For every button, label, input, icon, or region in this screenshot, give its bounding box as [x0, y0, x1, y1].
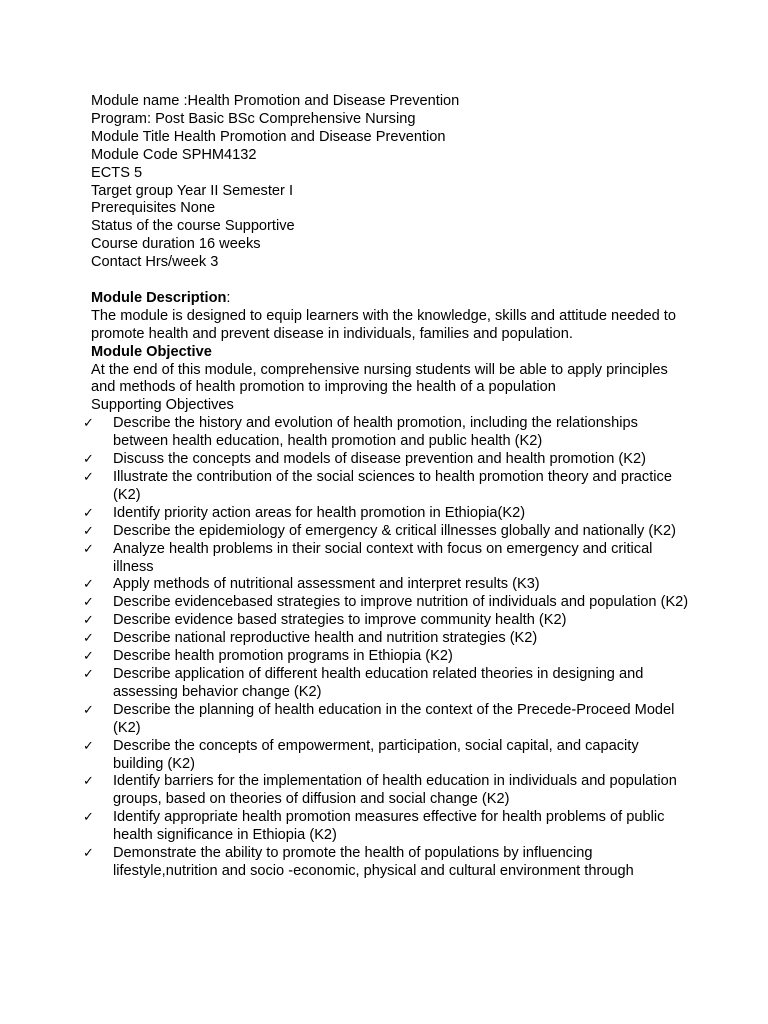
module-code: Module Code SPHM4132	[91, 146, 257, 163]
checkmark-icon: ✓	[83, 577, 94, 593]
objective-item	[83, 845, 691, 881]
objective-item	[83, 701, 691, 738]
checkmark-icon: ✓	[83, 702, 94, 718]
objective-item	[83, 469, 691, 505]
objective-text: Describe the planning of health education in the context of the Precede-Proceed Model (K2)	[113, 701, 675, 736]
objective-text: Discuss the concepts and models of disease prevention and health promotion (K2)	[113, 451, 646, 468]
course-status: Status of the course Supportive	[91, 218, 295, 235]
objective-text: Apply methods of nutritional assessment and interpret results (K3)	[113, 576, 540, 593]
objective-text: Describe health promotion programs in Ethiopia (K2)	[113, 648, 453, 665]
supporting-objectives-label: Supporting Objectives	[91, 397, 234, 414]
objective-text: Describe evidencebased strategies to improve nutrition of individuals and population (K2)	[113, 594, 689, 611]
course-duration: Course duration 16 weeks	[91, 236, 261, 253]
checkmark-icon: ✓	[83, 631, 94, 647]
target-group: Target group Year II Semester I	[91, 182, 293, 199]
module-title: Module Title Health Promotion and Disease Prevention	[91, 128, 446, 145]
module-description-text: The module is designed to equip learners with the knowledge, skills and attitude needed to promote health and prevent disease in individuals, families and population.	[91, 307, 676, 342]
objective-text: Describe the epidemiology of emergency & critical illnesses globally and nationally (K2)	[113, 522, 676, 539]
ects: ECTS 5	[91, 164, 143, 181]
module-objective-text: At the end of this module, comprehensive nursing students will be able to apply principles and methods of health promotion to improving the health of a population	[91, 361, 668, 396]
checkmark-icon: ✓	[83, 541, 94, 557]
checkmark-icon: ✓	[83, 416, 94, 432]
module-objective-heading: Module Objective	[91, 343, 212, 360]
checkmark-icon: ✓	[83, 846, 94, 862]
objective-item	[83, 612, 691, 630]
program: Program: Post Basic BSc Comprehensive Nursing	[91, 110, 416, 127]
checkmark-icon: ✓	[83, 505, 94, 521]
module-name: Module name :Health Promotion and Disease Prevention	[91, 93, 460, 109]
checkmark-icon: ✓	[83, 470, 94, 486]
module-description-heading-line	[91, 290, 691, 308]
objective-item	[83, 665, 691, 702]
objective-item	[83, 522, 691, 541]
module-description-colon: :	[226, 289, 231, 306]
objective-text: Illustrate the contribution of the social sciences to health promotion theory and practice (K2)	[113, 469, 672, 503]
checkmark-icon: ✓	[83, 649, 94, 665]
checkmark-icon: ✓	[83, 666, 94, 682]
objective-text: Identify priority action areas for health promotion in Ethiopia(K2)	[113, 504, 526, 521]
objective-text: Describe the history and evolution of health promotion, including the relationships between health education, health promotion and public health (K2)	[113, 415, 638, 450]
checkmark-icon: ✓	[83, 810, 94, 826]
contact-hours: Contact Hrs/week 3	[91, 254, 219, 271]
objective-item	[83, 809, 691, 845]
objective-item	[83, 415, 691, 451]
objective-item	[83, 576, 691, 594]
objective-item	[83, 451, 691, 469]
objective-item	[83, 648, 691, 666]
prerequisites: Prerequisites None	[91, 200, 216, 217]
objective-text: Describe national reproductive health and nutrition strategies (K2)	[113, 630, 538, 647]
objective-text: Describe the concepts of empowerment, participation, social capital, and capacity building (K2)	[113, 737, 639, 772]
objective-text: Analyze health problems in their social context with focus on emergency and critical illness	[113, 540, 653, 575]
module-description-heading: Module Description	[91, 289, 227, 306]
objective-item	[83, 504, 691, 523]
objective-item	[83, 773, 691, 809]
checkmark-icon: ✓	[83, 774, 94, 790]
objective-item	[83, 630, 691, 648]
checkmark-icon: ✓	[83, 523, 94, 539]
objective-text: Identify appropriate health promotion measures effective for health problems of public health significance in Ethiopia (K2)	[113, 809, 665, 844]
objective-text: Describe evidence based strategies to improve community health (K2)	[113, 612, 567, 629]
objective-item	[83, 540, 691, 577]
blank-line	[91, 272, 691, 290]
objective-item	[83, 737, 691, 774]
checkmark-icon: ✓	[83, 452, 94, 468]
objective-text: Identify barriers for the implementation of health education in individuals and population groups, based on theories of diffusion and social change (K2)	[113, 773, 677, 808]
objective-item	[83, 594, 691, 612]
checkmark-icon: ✓	[83, 738, 94, 754]
supporting-objectives-list	[83, 415, 691, 881]
document-page	[83, 93, 691, 881]
checkmark-icon: ✓	[83, 595, 94, 611]
objective-text: Demonstrate the ability to promote the health of populations by influencing lifestyle,nutrition and socio -economic, physical and cultural environment through	[113, 845, 634, 879]
objective-text: Describe application of different health education related theories in designing and assessing behavior change (K2)	[113, 665, 644, 700]
checkmark-icon: ✓	[83, 613, 94, 629]
